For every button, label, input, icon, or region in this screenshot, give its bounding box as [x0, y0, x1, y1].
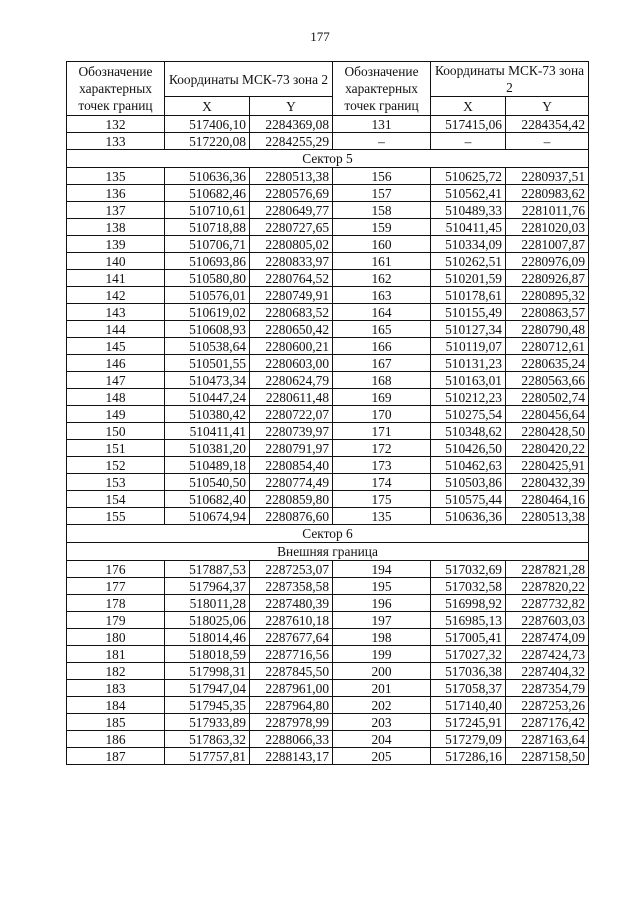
x-right: 510201,59	[431, 270, 506, 287]
x-left: 510682,40	[165, 491, 250, 508]
point-id-right: 196	[333, 595, 431, 612]
x-right: 517415,06	[431, 116, 506, 133]
table-row	[67, 389, 589, 406]
y-right: 2287404,32	[506, 663, 589, 680]
point-id-right: 167	[333, 355, 431, 372]
point-id-right: 159	[333, 219, 431, 236]
x-left: 510411,41	[165, 423, 250, 440]
table-row	[67, 321, 589, 338]
x-right: 510131,23	[431, 355, 506, 372]
y-left: 2280624,79	[250, 372, 333, 389]
y-right: 2284354,42	[506, 116, 589, 133]
x-right: 510275,54	[431, 406, 506, 423]
header-x: X	[165, 97, 250, 116]
x-right: 517005,41	[431, 629, 506, 646]
x-right: 510155,49	[431, 304, 506, 321]
coordinates-table	[66, 61, 589, 765]
table-row	[67, 629, 589, 646]
point-id-left: 182	[67, 663, 165, 680]
x-right: 517036,38	[431, 663, 506, 680]
y-left: 2280603,00	[250, 355, 333, 372]
table-row	[67, 219, 589, 236]
y-left: 2280833,97	[250, 253, 333, 270]
point-id-left: 177	[67, 578, 165, 595]
y-left: 2287610,18	[250, 612, 333, 629]
x-left: 517964,37	[165, 578, 250, 595]
x-right: 510462,63	[431, 457, 506, 474]
x-left: 510381,20	[165, 440, 250, 457]
x-right: 517286,16	[431, 748, 506, 765]
x-right: 517032,58	[431, 578, 506, 595]
x-right: 510575,44	[431, 491, 506, 508]
y-left: 2284255,29	[250, 133, 333, 150]
y-left: 2287845,50	[250, 663, 333, 680]
point-id-right: 204	[333, 731, 431, 748]
table-row	[67, 304, 589, 321]
x-right: 517245,91	[431, 714, 506, 731]
y-left: 2280876,60	[250, 508, 333, 525]
table-row	[67, 697, 589, 714]
x-left: 510576,01	[165, 287, 250, 304]
y-right: 2280464,16	[506, 491, 589, 508]
y-right: 2287732,82	[506, 595, 589, 612]
point-id-left: 181	[67, 646, 165, 663]
y-right: 2287158,50	[506, 748, 589, 765]
y-right: 2281011,76	[506, 202, 589, 219]
x-left: 510580,80	[165, 270, 250, 287]
x-left: 510674,94	[165, 508, 250, 525]
y-right: 2281007,87	[506, 236, 589, 253]
header-coordinates: Координаты МСК-73 зона 2	[165, 62, 333, 97]
table-row	[67, 168, 589, 185]
point-id-right: 174	[333, 474, 431, 491]
x-left: 517887,53	[165, 561, 250, 578]
table-row	[67, 491, 589, 508]
y-left: 2287961,00	[250, 680, 333, 697]
point-id-left: 154	[67, 491, 165, 508]
point-id-right: 205	[333, 748, 431, 765]
x-right: 510636,36	[431, 508, 506, 525]
y-right: 2280425,91	[506, 457, 589, 474]
x-right: 510348,62	[431, 423, 506, 440]
point-id-left: 153	[67, 474, 165, 491]
point-id-left: 155	[67, 508, 165, 525]
y-right: 2280635,24	[506, 355, 589, 372]
x-left: 510447,24	[165, 389, 250, 406]
header-x: X	[431, 97, 506, 116]
header-point-designation: Обозначение характерных точек границ	[67, 62, 165, 116]
x-left: 510619,02	[165, 304, 250, 321]
y-right: 2287176,42	[506, 714, 589, 731]
point-id-left: 179	[67, 612, 165, 629]
point-id-left: 187	[67, 748, 165, 765]
y-left: 2280650,42	[250, 321, 333, 338]
y-left: 2280739,97	[250, 423, 333, 440]
point-id-left: 178	[67, 595, 165, 612]
point-id-left: 180	[67, 629, 165, 646]
x-right: 510212,23	[431, 389, 506, 406]
y-right: 2287424,73	[506, 646, 589, 663]
table-row	[67, 185, 589, 202]
y-right: 2280420,22	[506, 440, 589, 457]
y-left: 2287716,56	[250, 646, 333, 663]
y-right: 2287474,09	[506, 629, 589, 646]
x-right: 517140,40	[431, 697, 506, 714]
point-id-right: 199	[333, 646, 431, 663]
y-left: 2280854,40	[250, 457, 333, 474]
point-id-right: 203	[333, 714, 431, 731]
y-right: 2280937,51	[506, 168, 589, 185]
point-id-right: 156	[333, 168, 431, 185]
x-left: 518018,59	[165, 646, 250, 663]
table-row	[67, 508, 589, 525]
table-row	[67, 372, 589, 389]
table-row	[67, 287, 589, 304]
point-id-left: 148	[67, 389, 165, 406]
point-id-left: 132	[67, 116, 165, 133]
table-row	[67, 270, 589, 287]
x-left: 517220,08	[165, 133, 250, 150]
point-id-left: 184	[67, 697, 165, 714]
point-id-left: 146	[67, 355, 165, 372]
point-id-left: 137	[67, 202, 165, 219]
x-right: 510411,45	[431, 219, 506, 236]
x-right: 510426,50	[431, 440, 506, 457]
point-id-right: 169	[333, 389, 431, 406]
x-left: 517947,04	[165, 680, 250, 697]
y-right: 2287603,03	[506, 612, 589, 629]
y-left: 2287480,39	[250, 595, 333, 612]
x-left: 510636,36	[165, 168, 250, 185]
section-row	[67, 525, 589, 543]
y-left: 2280764,52	[250, 270, 333, 287]
y-left: 2280727,65	[250, 219, 333, 236]
section-title: Внешняя граница	[67, 543, 589, 561]
x-left: 517998,31	[165, 663, 250, 680]
point-id-right: 202	[333, 697, 431, 714]
x-left: 510682,46	[165, 185, 250, 202]
point-id-right: 198	[333, 629, 431, 646]
header-point-designation: Обозначение характерных точек границ	[333, 62, 431, 116]
point-id-left: 147	[67, 372, 165, 389]
y-left: 2280859,80	[250, 491, 333, 508]
table-row	[67, 561, 589, 578]
y-right: 2287163,64	[506, 731, 589, 748]
point-id-right: –	[333, 133, 431, 150]
point-id-left: 149	[67, 406, 165, 423]
section-row	[67, 543, 589, 561]
y-left: 2284369,08	[250, 116, 333, 133]
y-left: 2288066,33	[250, 731, 333, 748]
x-right: –	[431, 133, 506, 150]
point-id-left: 151	[67, 440, 165, 457]
y-left: 2287964,80	[250, 697, 333, 714]
x-right: 516985,13	[431, 612, 506, 629]
y-left: 2280600,21	[250, 338, 333, 355]
x-right: 510625,72	[431, 168, 506, 185]
table-row	[67, 680, 589, 697]
table-row	[67, 474, 589, 491]
point-id-left: 140	[67, 253, 165, 270]
x-left: 517945,35	[165, 697, 250, 714]
table-row	[67, 663, 589, 680]
x-left: 510489,18	[165, 457, 250, 474]
y-left: 2280805,02	[250, 236, 333, 253]
point-id-right: 173	[333, 457, 431, 474]
point-id-left: 135	[67, 168, 165, 185]
y-right: 2281020,03	[506, 219, 589, 236]
table-row	[67, 133, 589, 150]
point-id-right: 158	[333, 202, 431, 219]
y-right: 2280712,61	[506, 338, 589, 355]
x-right: 517058,37	[431, 680, 506, 697]
x-left: 510710,61	[165, 202, 250, 219]
x-right: 510119,07	[431, 338, 506, 355]
x-left: 517406,10	[165, 116, 250, 133]
x-left: 518011,28	[165, 595, 250, 612]
y-right: 2287821,28	[506, 561, 589, 578]
header-y: Y	[506, 97, 589, 116]
table-row	[67, 731, 589, 748]
x-left: 510380,42	[165, 406, 250, 423]
x-left: 510706,71	[165, 236, 250, 253]
section-title: Сектор 6	[67, 525, 589, 543]
point-id-right: 194	[333, 561, 431, 578]
y-right: 2280502,74	[506, 389, 589, 406]
y-right: 2280926,87	[506, 270, 589, 287]
point-id-right: 197	[333, 612, 431, 629]
point-id-left: 139	[67, 236, 165, 253]
x-right: 510178,61	[431, 287, 506, 304]
y-right: –	[506, 133, 589, 150]
point-id-right: 160	[333, 236, 431, 253]
table-row	[67, 423, 589, 440]
x-left: 510473,34	[165, 372, 250, 389]
y-left: 2280576,69	[250, 185, 333, 202]
point-id-left: 150	[67, 423, 165, 440]
x-right: 510163,01	[431, 372, 506, 389]
y-right: 2280863,57	[506, 304, 589, 321]
point-id-left: 143	[67, 304, 165, 321]
point-id-right: 163	[333, 287, 431, 304]
x-left: 518014,46	[165, 629, 250, 646]
y-left: 2280683,52	[250, 304, 333, 321]
y-left: 2280791,97	[250, 440, 333, 457]
point-id-right: 131	[333, 116, 431, 133]
point-id-right: 166	[333, 338, 431, 355]
section-title: Сектор 5	[67, 150, 589, 168]
x-right: 517279,09	[431, 731, 506, 748]
y-right: 2287820,22	[506, 578, 589, 595]
y-right: 2280563,66	[506, 372, 589, 389]
header-coordinates: Координаты МСК-73 зона 2	[431, 62, 589, 97]
point-id-right: 135	[333, 508, 431, 525]
point-id-right: 161	[333, 253, 431, 270]
y-left: 2280774,49	[250, 474, 333, 491]
point-id-left: 183	[67, 680, 165, 697]
point-id-right: 168	[333, 372, 431, 389]
y-left: 2280749,91	[250, 287, 333, 304]
table-row	[67, 457, 589, 474]
x-left: 510538,64	[165, 338, 250, 355]
y-left: 2287253,07	[250, 561, 333, 578]
point-id-left: 138	[67, 219, 165, 236]
table-row	[67, 355, 589, 372]
y-left: 2280611,48	[250, 389, 333, 406]
table-row	[67, 714, 589, 731]
y-right: 2280432,39	[506, 474, 589, 491]
x-right: 516998,92	[431, 595, 506, 612]
y-left: 2287677,64	[250, 629, 333, 646]
section-row	[67, 150, 589, 168]
point-id-right: 195	[333, 578, 431, 595]
x-left: 510693,86	[165, 253, 250, 270]
y-left: 2288143,17	[250, 748, 333, 765]
y-left: 2287358,58	[250, 578, 333, 595]
point-id-right: 171	[333, 423, 431, 440]
table-row	[67, 748, 589, 765]
point-id-left: 185	[67, 714, 165, 731]
point-id-right: 175	[333, 491, 431, 508]
table-row	[67, 253, 589, 270]
x-right: 510503,86	[431, 474, 506, 491]
x-left: 510608,93	[165, 321, 250, 338]
y-right: 2280983,62	[506, 185, 589, 202]
y-right: 2280976,09	[506, 253, 589, 270]
point-id-right: 162	[333, 270, 431, 287]
x-right: 510127,34	[431, 321, 506, 338]
table-row	[67, 236, 589, 253]
point-id-right: 164	[333, 304, 431, 321]
y-left: 2280513,38	[250, 168, 333, 185]
point-id-left: 133	[67, 133, 165, 150]
y-left: 2280649,77	[250, 202, 333, 219]
table-row	[67, 202, 589, 219]
table-row	[67, 406, 589, 423]
y-right: 2280428,50	[506, 423, 589, 440]
point-id-left: 142	[67, 287, 165, 304]
table-row	[67, 338, 589, 355]
table-row	[67, 116, 589, 133]
point-id-right: 201	[333, 680, 431, 697]
header-y: Y	[250, 97, 333, 116]
x-right: 510334,09	[431, 236, 506, 253]
point-id-right: 172	[333, 440, 431, 457]
y-right: 2280895,32	[506, 287, 589, 304]
table-row	[67, 646, 589, 663]
point-id-right: 157	[333, 185, 431, 202]
y-right: 2287354,79	[506, 680, 589, 697]
x-left: 517933,89	[165, 714, 250, 731]
x-right: 517027,32	[431, 646, 506, 663]
table-row	[67, 595, 589, 612]
y-right: 2280456,64	[506, 406, 589, 423]
page-number: 177	[310, 29, 330, 44]
point-id-left: 141	[67, 270, 165, 287]
point-id-right: 165	[333, 321, 431, 338]
x-right: 510262,51	[431, 253, 506, 270]
x-left: 517863,32	[165, 731, 250, 748]
point-id-right: 200	[333, 663, 431, 680]
x-right: 517032,69	[431, 561, 506, 578]
point-id-left: 152	[67, 457, 165, 474]
x-left: 510501,55	[165, 355, 250, 372]
table-row	[67, 612, 589, 629]
point-id-left: 144	[67, 321, 165, 338]
y-right: 2280513,38	[506, 508, 589, 525]
point-id-left: 145	[67, 338, 165, 355]
y-right: 2287253,26	[506, 697, 589, 714]
y-right: 2280790,48	[506, 321, 589, 338]
point-id-left: 136	[67, 185, 165, 202]
point-id-right: 170	[333, 406, 431, 423]
y-left: 2280722,07	[250, 406, 333, 423]
point-id-left: 176	[67, 561, 165, 578]
x-right: 510489,33	[431, 202, 506, 219]
x-right: 510562,41	[431, 185, 506, 202]
x-left: 510718,88	[165, 219, 250, 236]
table-row	[67, 440, 589, 457]
y-left: 2287978,99	[250, 714, 333, 731]
x-left: 517757,81	[165, 748, 250, 765]
x-left: 510540,50	[165, 474, 250, 491]
table-row	[67, 578, 589, 595]
point-id-left: 186	[67, 731, 165, 748]
x-left: 518025,06	[165, 612, 250, 629]
